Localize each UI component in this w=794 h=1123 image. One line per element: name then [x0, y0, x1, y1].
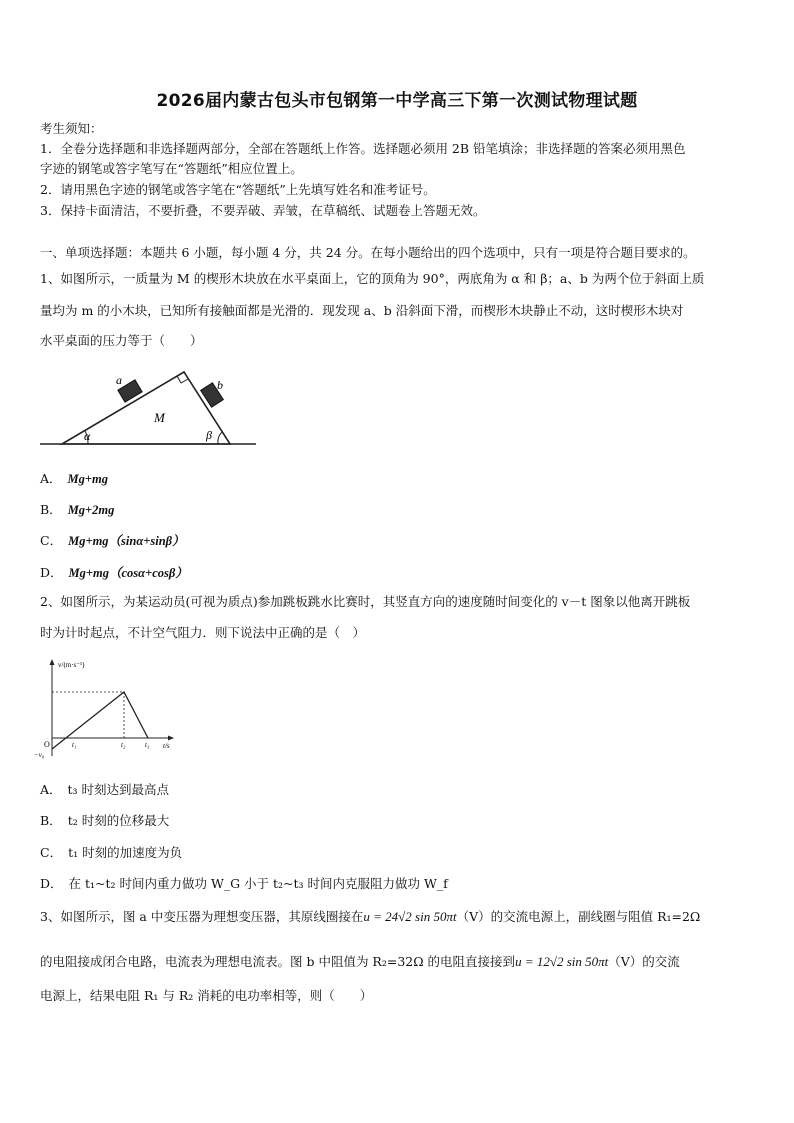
q1-text-line3: 水平桌面的压力等于（ ）	[40, 333, 203, 348]
velocity-line	[52, 692, 148, 749]
q1-wedge-figure	[36, 362, 260, 454]
label-alpha: α	[84, 429, 91, 443]
q1-text-line1: 1、如图所示，一质量为 M 的楔形木块放在水平桌面上，它的顶角为 90°，两底角为 α 和 β；a、b 为两个位于斜面上质	[40, 271, 705, 286]
label-beta: β	[206, 428, 212, 442]
label-b: b	[217, 378, 223, 392]
graph-ylabel: v/(m·s⁻¹)	[58, 661, 85, 669]
q2-vt-graph	[32, 656, 182, 764]
notice-heading: 考生须知：	[40, 121, 103, 136]
q2-text-line1: 2、如图所示，为某运动员(可视为质点)参加跳板跳水比赛时，其竖直方向的速度随时间变化的 v－t 图象以他离开跳板	[40, 594, 691, 609]
q1-option-d[interactable]: D． Mg+mg（cosα+cosβ）	[40, 565, 188, 580]
q3-text-line3: 电源上，结果电阻 R₁ 与 R₂ 消耗的电功率相等，则（ ）	[40, 988, 373, 1003]
q3-line1-start: 3、如图所示，图 a 中变压器为理想变压器，其原线圈接在	[40, 909, 364, 924]
label-a: a	[116, 373, 122, 387]
x-axis-arrow	[168, 736, 174, 741]
y-axis-arrow	[50, 659, 55, 665]
q2-option-d[interactable]: D． 在 t₁~t₂ 时间内重力做功 W_G 小于 t₂~t₃ 时间内克服阻力做功 W_f	[40, 876, 448, 891]
q2-option-c[interactable]: C． t₁ 时刻的加速度为负	[40, 845, 183, 860]
q3-line2-end: （V）的交流	[608, 954, 680, 969]
graph-t2: t₂	[121, 741, 126, 749]
notice-item-1b: 字迹的钢笔或答字笔写在“答题纸”相应位置上。	[40, 161, 303, 176]
graph-t1: t₁	[72, 741, 77, 749]
q3-formula-1: u = 24√2 sin 50πt	[363, 909, 457, 924]
q3-text-line2	[40, 954, 680, 970]
graph-xlabel: t/s	[163, 742, 170, 750]
q3-line2-start: 的电阻接成闭合电路，电流表为理想电流表。图 b 中阻值为 R₂=32Ω 的电阻直接接到	[40, 954, 516, 969]
graph-t3: t₃	[145, 741, 150, 749]
beta-arc	[218, 432, 222, 444]
label-M: M	[154, 410, 165, 425]
q1-option-b[interactable]: B． Mg+2mg	[40, 502, 115, 517]
q3-line1-end: （V）的交流电源上，副线圈与阻值 R₁=2Ω	[456, 909, 701, 924]
q3-text-line1	[40, 909, 700, 925]
graph-v0: −v₀	[34, 751, 45, 759]
graph-origin: O	[44, 740, 50, 749]
notice-item-2: 2．请用黑色字迹的钢笔或答字笔在“答题纸”上先填写姓名和准考证号。	[40, 182, 436, 197]
q1-option-c[interactable]: C． Mg+mg（sinα+sinβ）	[40, 533, 185, 548]
notice-item-3: 3．保持卡面清洁，不要折叠，不要弄破、弄皱，在草稿纸、试题卷上答题无效。	[40, 203, 486, 218]
q2-option-b[interactable]: B． t₂ 时刻的位移最大	[40, 813, 170, 828]
q2-text-line2: 时为计时起点，不计空气阻力．则下说法中正确的是（ ）	[40, 625, 366, 640]
notice-item-1a: 1．全卷分选择题和非选择题两部分，全部在答题纸上作答。选择题必须用 2B 铅笔填涂；非选择题的答案必须用黑色	[40, 141, 686, 156]
exam-title: 2026届内蒙古包头市包钢第一中学高三下第一次测试物理试题	[156, 91, 638, 111]
q1-option-a[interactable]: A． Mg+mg	[40, 471, 108, 486]
q2-option-a[interactable]: A． t₃ 时刻达到最高点	[40, 782, 170, 797]
q1-text-line2: 量均为 m 的小木块，已知所有接触面都是光滑的．现发现 a、b 沿斜面下滑，而楔形木块静止不动，这时楔形木块对	[40, 303, 684, 318]
q3-formula-2: u = 12√2 sin 50πt	[515, 954, 609, 969]
section-heading: 一、单项选择题：本题共 6 小题，每小题 4 分，共 24 分。在每小题给出的四个选项中，只有一项是符合题目要求的。	[40, 245, 696, 260]
